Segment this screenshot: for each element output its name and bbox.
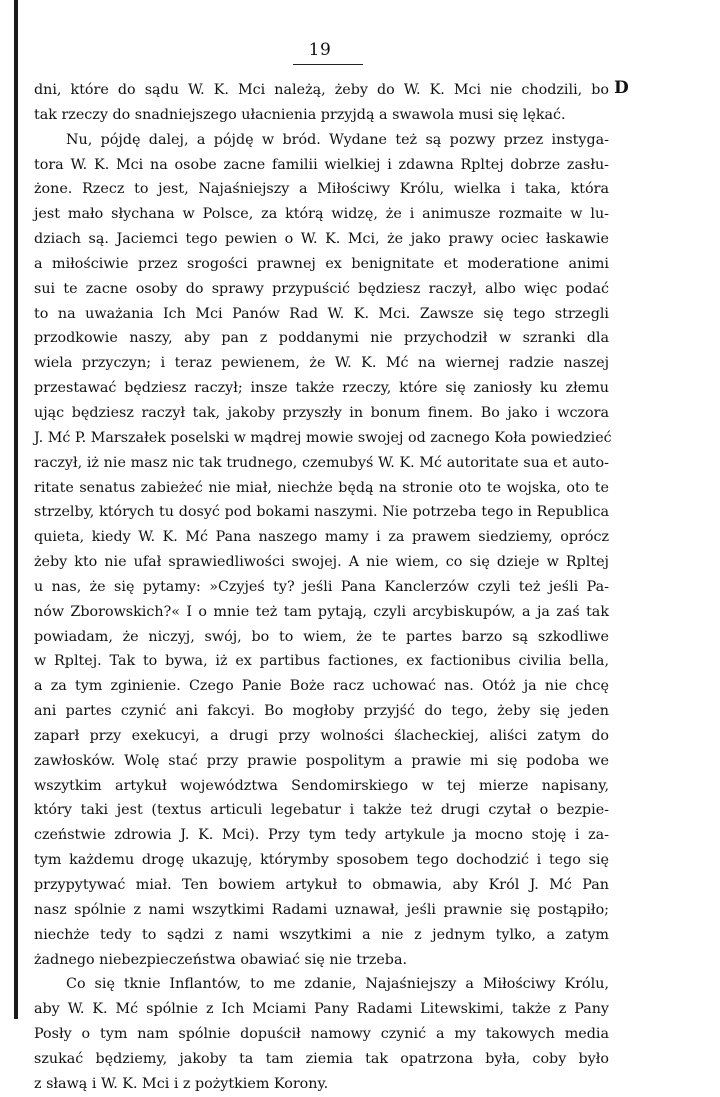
text-line: niechże tedy to sądzi z nami wszytkimi a nie z jednym tylko, a zatym bbox=[34, 926, 609, 943]
text-line: jest mało słychana w Polsce, za którą widzę, że i animusze rozmaite w lu- bbox=[34, 206, 609, 223]
scan-edge bbox=[14, 0, 18, 1019]
text-line: raczył, iż nie masz nic tak trudnego, czemubyś W. K. Mć autoritate sua et auto- bbox=[34, 454, 609, 471]
page-number-rule bbox=[293, 64, 363, 65]
text-line: nów Zborowskich?« I o mnie też tam pytają, czyli arcybiskupów, a ja zaś tak bbox=[34, 603, 609, 620]
text-line: ani partes czynić ani fakcyi. Bo mogłoby przyjść do tego, żeby się jeden bbox=[34, 703, 609, 720]
text-line: żadnego niebezpieczeństwa obawiać się nie trzeba. bbox=[34, 951, 408, 968]
text-block bbox=[34, 78, 612, 1097]
text-line: zaparł przy exekucyi, a drugi przy wolności ślacheckiej, aliści zatym do bbox=[34, 727, 609, 744]
text-line: szukać będziemy, jakoby ta tam ziemia tak opatrzona była, coby było bbox=[34, 1050, 609, 1067]
text-line: strzelby, których tu dosyć pod bokami naszymi. Nie potrzeba tego in Republica bbox=[34, 504, 609, 521]
text-line: czeństwie zdrowia J. K. Mci). Przy tym tedy artykule ja mocno stoję i za- bbox=[34, 827, 609, 844]
text-line: ując będziesz raczył tak, jakoby przyszły in bonum finem. Bo jako i wczora bbox=[34, 404, 609, 421]
text-line: z sławą i W. K. Mci i z pożytkiem Korony. bbox=[34, 1075, 329, 1092]
margin-mark: D bbox=[614, 78, 629, 98]
text-line: Posły o tym nam spólnie dopuścił namowy czynić a my takowych media bbox=[34, 1026, 609, 1043]
text-line: a za tym zginienie. Czego Panie Boże racz uchować nas. Otóż ja nie chcę bbox=[34, 678, 609, 695]
text-line: wszytkim artykuł województwa Sendomirskiego w tej mierze napisany, bbox=[34, 777, 609, 794]
text-line: który taki jest (textus articuli legebatur i także też drugi czytał o bezpie- bbox=[34, 802, 609, 819]
text-line: przypytywać miał. Ten bowiem artykuł to obmawia, aby Król J. Mć Pan bbox=[34, 877, 609, 893]
text-line: wiela przyczyn; i teraz pewienem, że W. K. Mć na wiernej radzie naszej bbox=[34, 355, 609, 372]
text-line: powiadam, że niczyj, swój, bo to wiem, że te partes barzo są szkodliwe bbox=[34, 628, 609, 645]
text-line: sui te zacne osoby do sprawy przypuścić będziesz raczył, albo więc podać bbox=[34, 280, 609, 297]
text-line: aby W. K. Mć spólnie z Ich Mciami Pany Radami Litewskimi, także z Pany bbox=[34, 1001, 609, 1018]
text-line: w Rpltej. Tak to bywa, iż ex partibus factiones, ex factionibus civilia bella, bbox=[34, 653, 609, 670]
text-line: nasz spólnie z nami wszytkimi Radami uznawał, jeśli prawnie się postąpiło; bbox=[34, 901, 609, 918]
text-line: tora W. K. Mci na osobe zacne familii wielkiej i zdawna Rpltej dobrze zasłu- bbox=[34, 156, 609, 173]
page-number: 19 bbox=[308, 40, 332, 60]
text-line: przodkowie naszy, aby pan z poddanymi nie przychodził w szranki dla bbox=[34, 330, 609, 347]
text-line: tym każdemu drogę ukazuję, którymby sposobem tego dochodzić i tego się bbox=[34, 852, 609, 869]
text-line: quieta, kiedy W. K. Mć Pana naszego mamy i za prawem siedziemy, oprócz bbox=[34, 529, 609, 546]
text-line: dni, które do sądu W. K. Mci należą, żeby do W. K. Mci nie chodzili, bo bbox=[34, 82, 609, 98]
text-line: żone. Rzecz to jest, Najaśniejszy a Miłościwy Królu, wielka i taka, która bbox=[34, 181, 609, 198]
text-line: a miłościwie przez srogości prawnej ex benignitate et moderatione animi bbox=[34, 255, 609, 272]
text-line: ritate senatus zabieżeć nie miał, niechże będą na stronie oto te wojska, oto te bbox=[34, 479, 609, 496]
text-line: to na uważania Ich Mci Panów Rad W. K. Mci. Zawsze się tego strzegli bbox=[34, 305, 609, 322]
text-line: przestawać będziesz raczył; insze także rzeczy, które się zaniosły ku złemu bbox=[34, 380, 609, 397]
text-line: żeby kto nie ufał sprawiedliwości swojej. A nie wiem, co się dzieje w Rpltej bbox=[34, 554, 609, 571]
text-line: tak rzeczy do snadniejszego ułacnienia przyjdą a swawola musi się lękać. bbox=[34, 106, 566, 123]
text-line: u nas, że się pytamy: »Czyjeś ty? jeśli Pana Kanclerzów czyli też jeśli Pa- bbox=[34, 578, 609, 595]
text-line: Nu, pójdę dalej, a pójdę w bród. Wydane też są pozwy przez instyga- bbox=[66, 131, 609, 148]
text-line: zawłosków. Wolę stać przy prawie pospolitym a prawie mi się podoba we bbox=[34, 752, 609, 769]
text-line: dziach są. Jaciemci tego pewien o W. K. Mci, że jako prawy ociec łaskawie bbox=[34, 231, 609, 248]
text-line: Co się tknie Inflantów, to me zdanie, Najaśniejszy a Miłościwy Królu, bbox=[66, 976, 609, 993]
text-line: J. Mć P. Marszałek poselski w mądrej mowie swojej od zacnego Koła powiedzieć bbox=[34, 429, 612, 446]
